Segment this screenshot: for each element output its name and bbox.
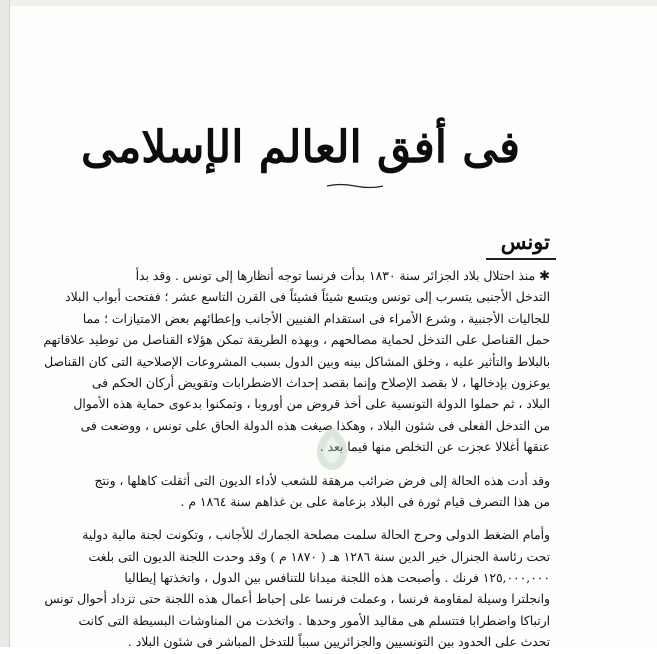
text-line: تحدث على الحدود بين التونسيين والجزائريين سبباً للتدخل المباشر فى شئون البلاد . (127, 635, 550, 650)
title-ornament (325, 183, 385, 189)
text-line: حمل القناصل على التدخل لحماية مصالحهم ، وبهذه الطريقة تمكن هؤلاء القناصل من توطيد علاقاتهم (43, 333, 550, 348)
text-line (104, 266, 550, 287)
page-title: فى أفق العالم الإسلامى (81, 122, 520, 173)
text-line: بالبلاط والتأثير عليه ، وخلق المشاكل بينه وبين الدول بسبب المشروعات الإصلاحية التى كان القناصل (44, 354, 550, 369)
text-line: من التدخل الفعلى فى شئون البلاد ، وهكذا صيغت هذه الدولة الحاق على تونس ، ووضعت فى (80, 418, 550, 433)
star-bullet-icon: ✱ (539, 269, 550, 284)
text-line: تحت رئاسة الجنرال خير الدين سنة ١٢٨٦ هـ ( ١٨٧٠ م ) وقد وحدت اللجنة الديون التى بلغت (88, 549, 550, 564)
watermark-icon (313, 424, 351, 472)
section-heading-underline (486, 258, 556, 260)
text-line: وقد أدت هذه الحالة إلى فرض ضرائب مرهقة للشعب لأداء الديون التى أثقلت كاهلها ، ونتج (94, 473, 550, 488)
text-line: البلاد ، ثم حملوا الدولة التونسية على أخذ قروض من أوروبا ، وتمكنوا بدعوى حماية هذه الأموال (73, 397, 550, 412)
text-line: ١٢٥,٠٠٠,٠٠٠ فرنك . وأصبحت هذه اللجنة ميدانا للتنافس بين الدول ، واتخذتها إيطاليا (124, 571, 550, 586)
paragraph-3 (44, 525, 550, 653)
text-line: يوعزون بإدخالها ، لا بقصد الإصلاح وإنما بقصد إحداث الاضطرابات وتقويض أركان الحكم فى (91, 375, 550, 390)
section-heading: تونس (500, 229, 550, 254)
text-line: عنقها أغلالا عجزت عن التخلص منها فيما بعد . (319, 440, 550, 455)
text-line-content: منذ احتلال بلاد الجزائر سنة ١٨٣٠ بدأت فرنسا توجه أنظارها إلى تونس . وقد بدأ (135, 269, 536, 283)
text-line: ارتباكا واضطرابا فتتسلم هى مقاليد الأمور وحدها . واتخذت من المناوشات البسيطة التى كانت (78, 613, 550, 628)
text-line: وأمام الضغط الدولى وحرج الحالة سلمت مصلحة الجمارك للأجانب ، وتكونت لجنة مالية دولية (82, 528, 550, 543)
page-top-edge (0, 0, 657, 6)
page-left-edge (0, 0, 10, 647)
text-line: من هذا التصرف قيام ثورة فى البلاد بزعامة على بن غذاهم سنة ١٨٦٤ م . (180, 494, 550, 509)
text-line: للجاليات الأجنبية ، وشرع الأمراء فى استقدام الفنيين الأجانب وإعطائهم بعض الامتيازات ؛ مما (82, 311, 550, 326)
text-line: التدخل الأجنبى يتسرب إلى تونس ويتسع شيئاً فشيئاً فى القرن التاسع عشر ؛ ففتحت أبواب البلاد (65, 290, 550, 305)
text-line: وانجلترا وسيلة لمقاومة فرنسا ، وعملت فرنسا على إحباط أعمال هذه اللجنة حتى تزداد أحوال تونس (44, 592, 550, 607)
paragraph-2 (94, 471, 550, 514)
